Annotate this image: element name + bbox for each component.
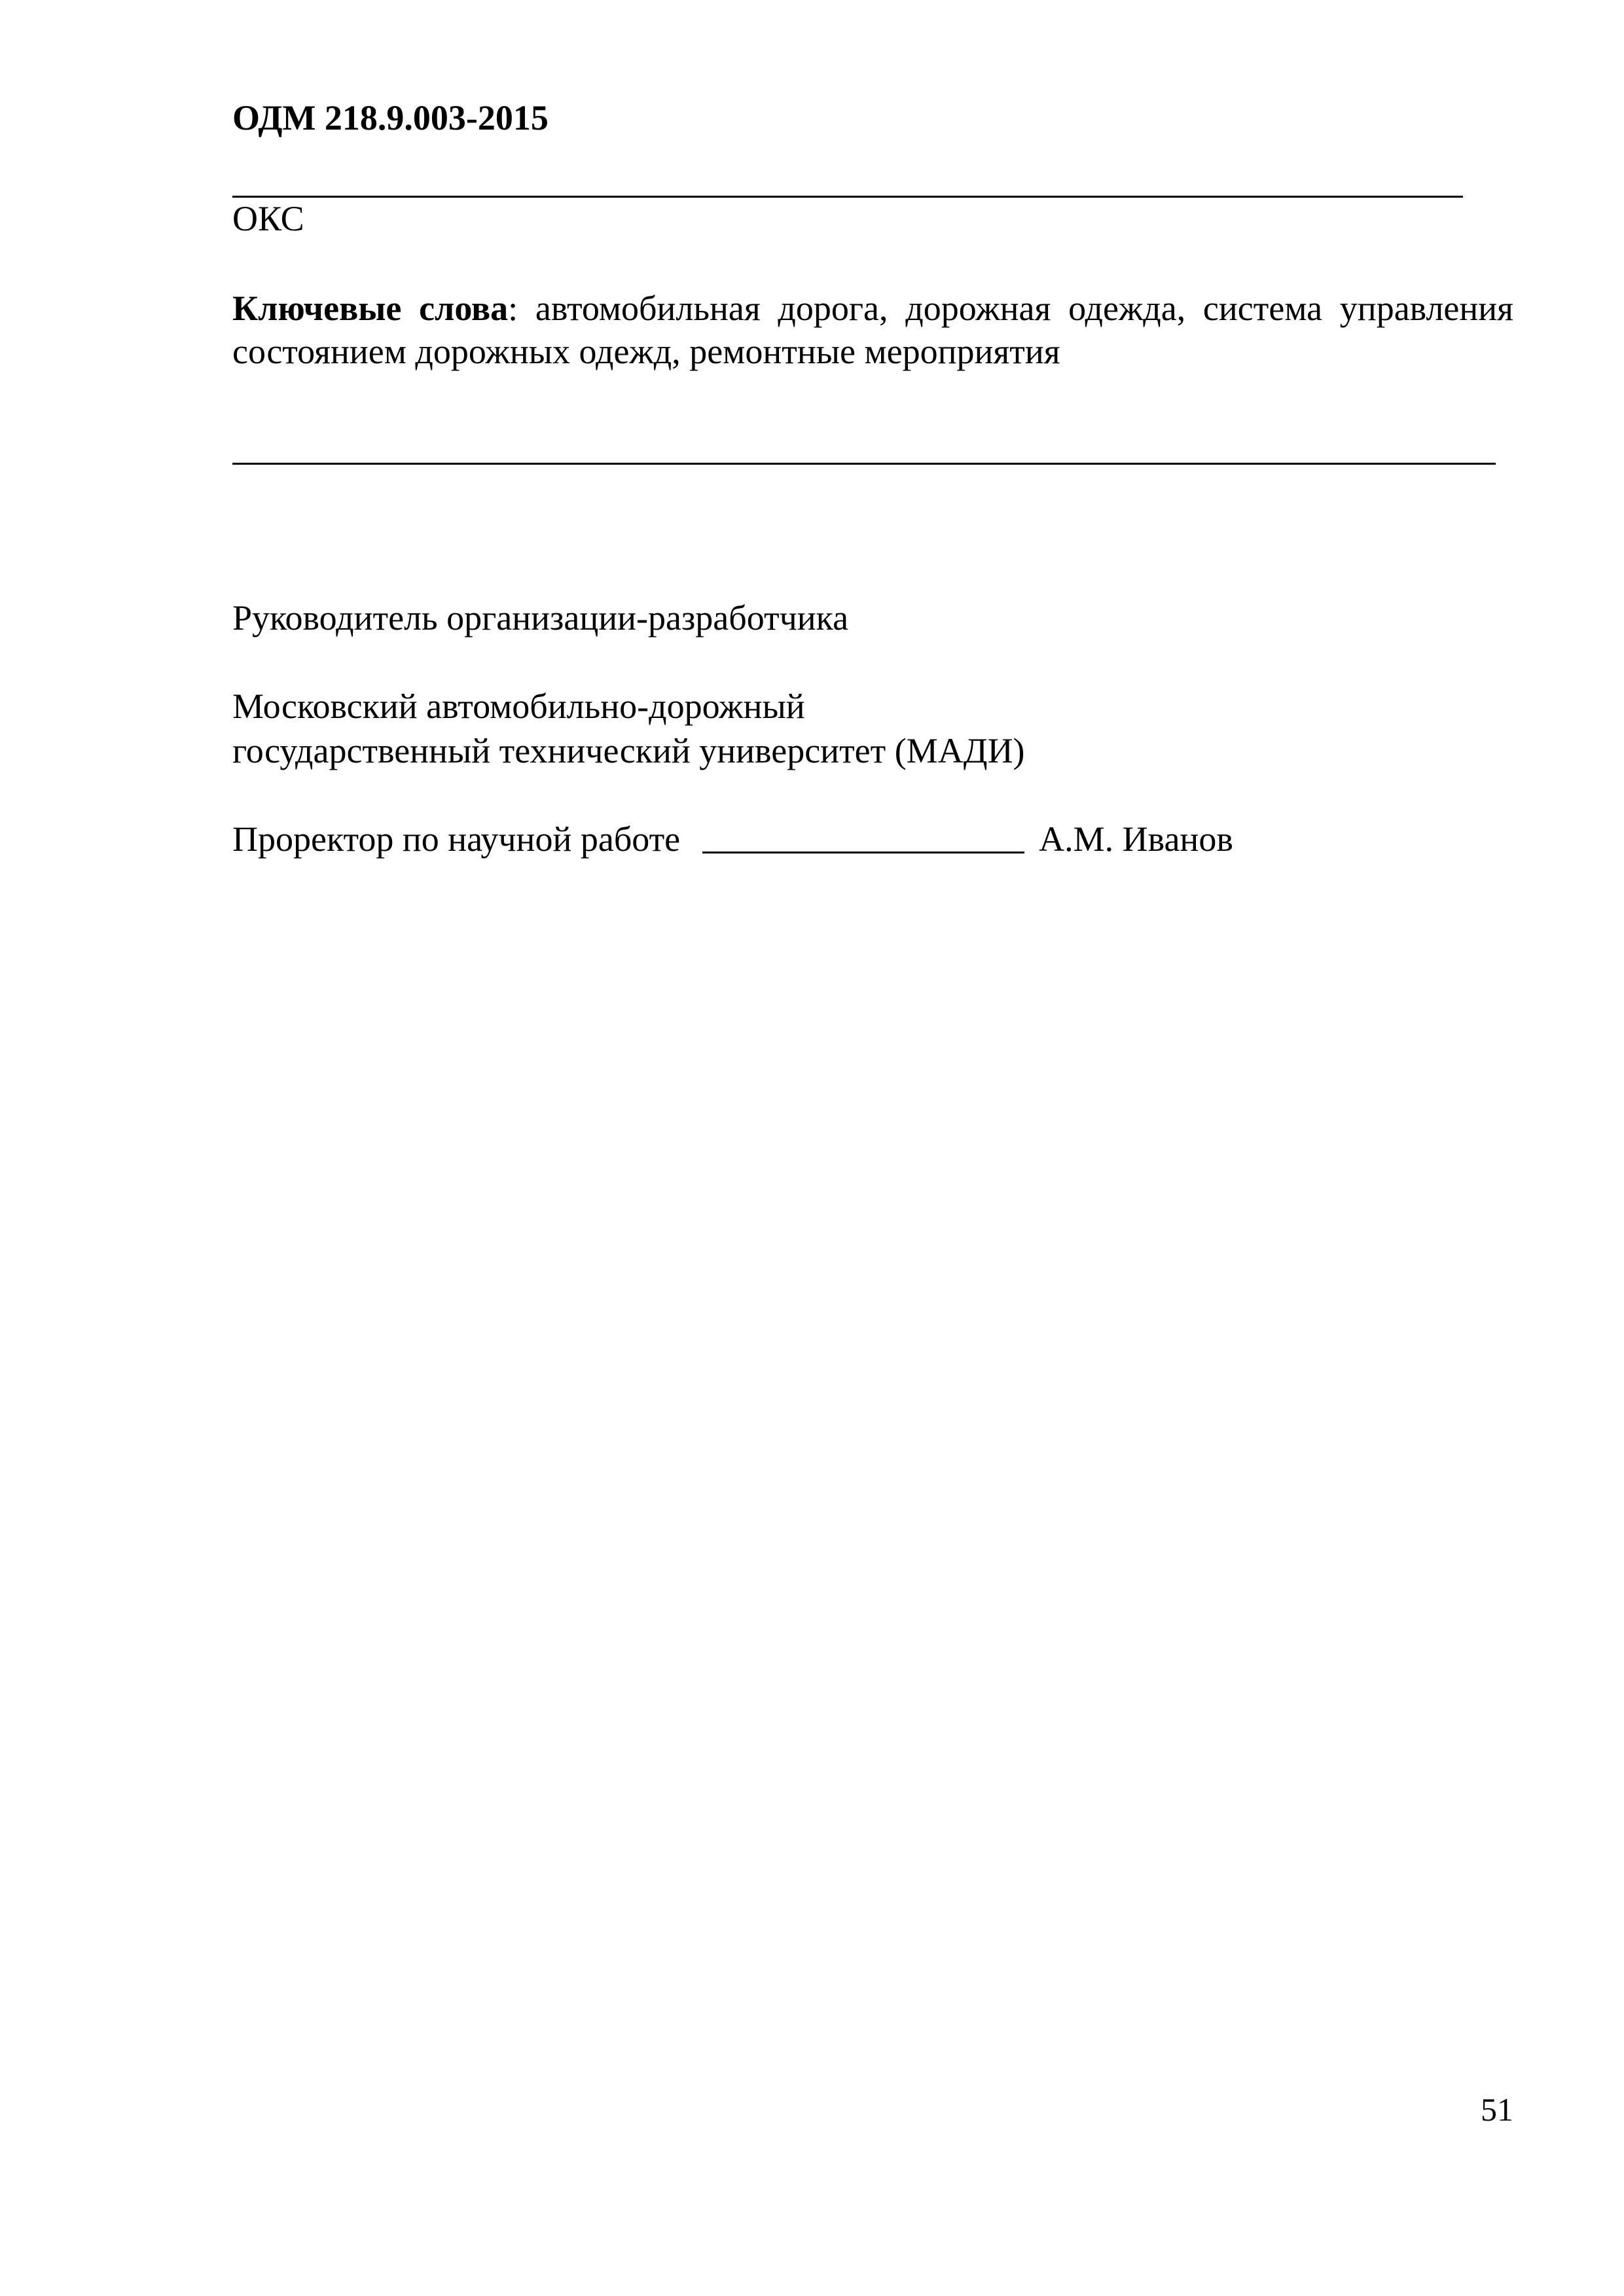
keywords-separator: : <box>508 289 518 328</box>
developer-head-title: Руководитель организации-разработчика <box>232 598 849 637</box>
keywords-label: Ключевые слова <box>232 289 509 328</box>
oks-divider-line <box>232 196 1463 198</box>
developer-org-line-1: Московский автомобильно-дорожный <box>232 687 805 726</box>
page-number: 51 <box>1481 2091 1513 2128</box>
signature-row <box>232 818 1233 860</box>
signatory-position: Проректор по научной работе <box>232 819 681 859</box>
developer-org-line-2: государственный технический университет (МАДИ) <box>232 731 1025 770</box>
keywords-text: автомобильная дорога, дорожная одежда, система управления состоянием дорожных одежд, ремонтные мероприятия <box>232 289 1514 371</box>
document-code: ОДМ 218.9.003-2015 <box>232 98 549 137</box>
signatory-name: А.М. Иванов <box>1039 819 1233 859</box>
oks-label: ОКС <box>232 199 304 238</box>
signature-blank-line <box>702 821 1024 853</box>
keywords-divider-line <box>232 463 1496 465</box>
keywords-paragraph <box>232 287 1513 373</box>
